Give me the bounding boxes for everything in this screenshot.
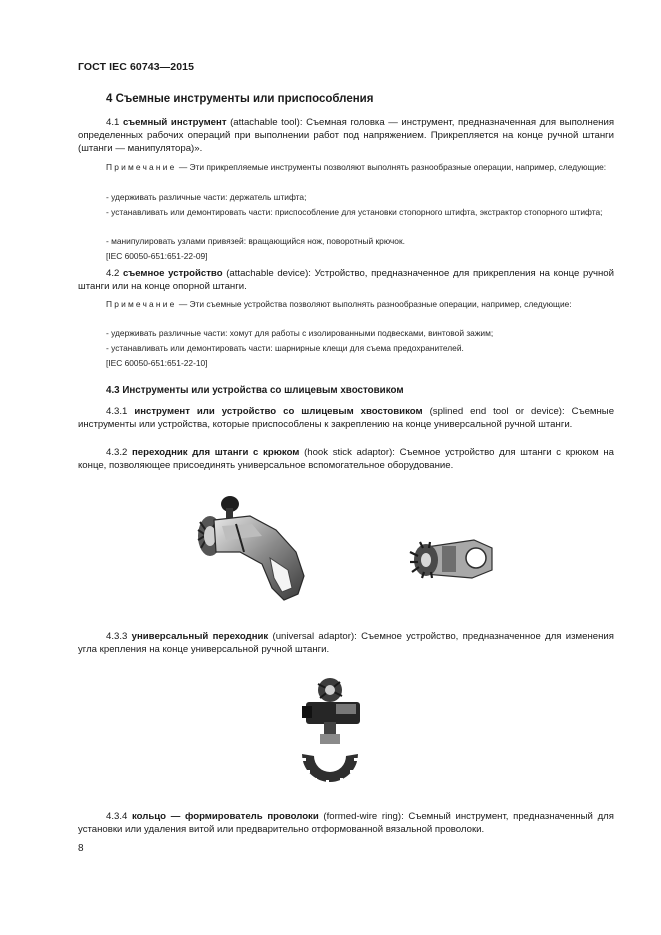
clause-4-3-1 [78,405,614,431]
note-1-reference: [IEC 60050-651:651-22-09] [106,251,208,261]
clause-term: съемное устройство [123,268,223,279]
note-item-text: - устанавливать или демонтировать части: приспособление для установки стопорного штифта, экстрактор стопорного штифта; [106,207,603,217]
clause-term: съемный инструмент [122,117,227,128]
note-label: Примечание [106,162,177,172]
hook-stick-adaptor-image [192,490,312,608]
clause-definition: Съемный инструмент, предназначенный для установки или удаления витой или предварительно отформованной вязальной проволоки. [78,811,614,835]
clause-term: универсальный переходник [131,631,269,642]
note-label: Примечание [106,299,177,309]
clause-term-en: (formed-wire ring): [323,811,404,822]
note-text: — Эти прикрепляемые инструменты позволяют выполнять разнообразные операции, например, следующие: [178,162,607,172]
note-text: — Эти съемные устройства позволяют выполнять разнообразные операции, например, следующие: [178,299,572,309]
clause-term: переходник для штанги с крюком [132,447,300,458]
section-4-3-title: 4.3 Инструменты или устройства со шлицевым хвостовиком [106,385,404,396]
clause-term: инструмент или устройство со шлицевым хвостовиком [134,406,423,417]
note-2-reference: [IEC 60050-651:651-22-10] [106,358,208,368]
clause-4-1 [78,116,614,155]
note-2-item-2: - устанавливать или демонтировать части: шарнирные клещи для съема предохранителей. [106,343,464,353]
note-1-item-1: - удерживать различные части: держатель штифта; [106,192,307,202]
clause-term: кольцо — формирователь проволоки [132,811,319,822]
note-1 [78,161,614,173]
note-1-item-3: - манипулировать узлами привязей: вращающийся нож, поворотный крючок. [106,236,405,246]
clause-number: 4.2 [106,268,120,279]
clause-definition: Съемные инструменты или устройства, которые приспособлены к закреплению на конце универсальной ручной штанги. [78,406,615,430]
clause-term-en: (attachable device): [226,268,311,279]
clause-number: 4.3.2 [106,447,128,458]
clause-definition: Съемная головка — инструмент, предназначенная для выполнения определенных рабочих операций при выполнении работ под напряжением. Прикрепляется на конце ручной штанги (штанги — манипулятора)». [78,117,615,154]
clause-4-3-3 [78,630,614,656]
splined-end-device-image [404,530,496,588]
clause-term-en: (universal adaptor): [272,631,357,642]
page-number: 8 [78,843,84,854]
clause-term-en: (hook stick adaptor): [304,447,395,458]
clause-definition: Съемное устройство для штанги с крюком на конце, позволяющее присоединять универсальное вспомогательное оборудование. [78,447,615,471]
clause-number: 4.3.4 [106,811,128,822]
note-2 [78,298,614,310]
clause-definition: Устройство, предназначенное для прикрепления на конце ручной штанги или на конце опорной штанги. [78,268,614,292]
note-2-item-1: - удерживать различные части: хомут для работы с изолированными подвесками, винтовой зажим; [106,328,494,338]
document-header: ГОСТ IEC 60743—2015 [78,61,195,73]
note-1-item-2 [78,206,614,218]
clause-number: 4.3.1 [106,406,128,417]
clause-number: 4.3.3 [106,631,128,642]
section-4-title: 4 Съемные инструменты или приспособления [106,93,374,105]
universal-adaptor-image [296,676,366,784]
clause-number: 4.1 [106,117,120,128]
clause-term-en: (splined end tool or device): [429,406,565,417]
clause-4-3-2 [78,446,614,472]
clause-4-3-4 [78,810,614,836]
clause-4-2 [78,267,614,293]
clause-definition: Съемное устройство, предназначенное для изменения угла крепления на конце универсальной ручной штанги. [78,631,614,655]
clause-term-en: (attachable tool): [230,117,303,128]
